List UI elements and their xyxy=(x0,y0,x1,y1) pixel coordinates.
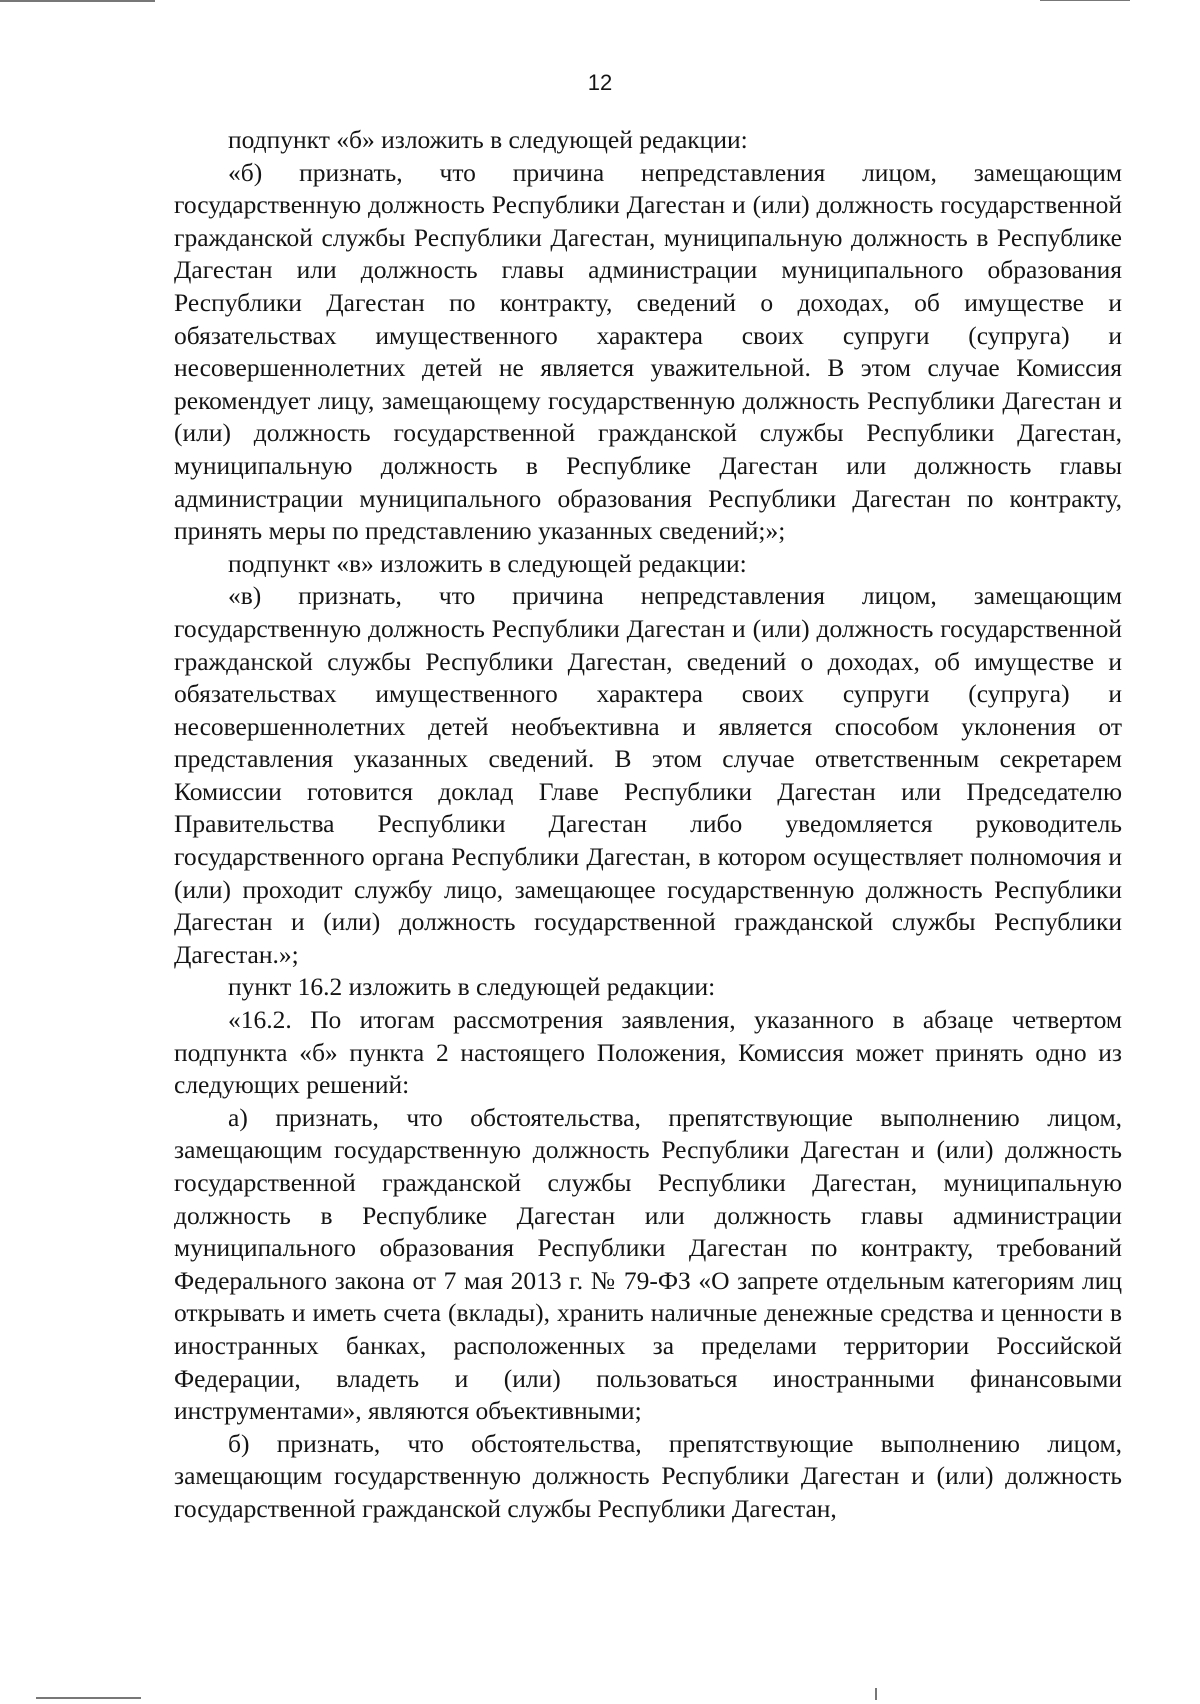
scan-edge-mark-top xyxy=(0,0,155,2)
scan-edge-mark-top-right xyxy=(1040,0,1130,1)
scan-edge-mark-bottom-tick xyxy=(875,1688,877,1700)
paragraph-decision-b: б) признать, что обстоятельства, препятствующие выполнению лицом, замещающим государственную должность Республики Дагестан и (или) должность государственной гражданской службы Республики Дагестан, xyxy=(174,1428,1122,1523)
paragraph-subpoint-b-intro: подпункт «б» изложить в следующей редакции: xyxy=(228,125,748,154)
paragraph-point-16-2-intro: пункт 16.2 изложить в следующей редакции: xyxy=(228,972,716,1002)
paragraph-point-16-2-text: «16.2. По итогам рассмотрения заявления, указанного в абзаце четвертом подпункта «б» пункта 2 настоящего Положения, Комиссия может принять одно из следующих решений: xyxy=(174,1005,1122,1100)
paragraph-subpoint-v-intro: подпункт «в» изложить в следующей редакции: xyxy=(228,548,747,578)
scan-edge-mark-bottom xyxy=(36,1697,141,1699)
page-number: 12 xyxy=(587,70,613,95)
paragraph-decision-a: а) признать, что обстоятельства, препятствующие выполнению лицом, замещающим государственную должность Республики Дагестан и (или) должность государственной гражданской службы Республики Дагестан, муниципальную должность в Республике Дагестан или должность главы администрации муниципального образования Республики Дагестан по контракту, требований Федерального закона от 7 мая 2013 г. № 79-ФЗ «О запрете отдельным категориям лиц открывать и иметь счета (вклады), хранить наличные денежные средства и ценности в иностранных банках, расположенных за пределами территории Российской Федерации, владеть и (или) пользоваться иностранными финансовыми инструментами», являются объективными; xyxy=(174,1102,1122,1426)
document-body xyxy=(174,124,1122,1526)
paragraph-subpoint-v-text: «в) признать, что причина непредставления лицом, замещающим государственную должность Республики Дагестан и (или) должность государственной гражданской службы Республики Дагестан, сведений о доходах, об имуществе и обязательствах имущественного характера своих супруги (супруга) и несовершеннолетних детей необъективна и является способом уклонения от представления указанных сведений. В этом случае ответственным секретарем Комиссии готовится доклад Главе Республики Дагестан или Председателю Правительства Республики Дагестан либо уведомляется руководитель государственного органа Республики Дагестан, в котором осуществляет полномочия и (или) проходит службу лицо, замещающее государственную должность Республики Дагестан и (или) должность государственной гражданской службы Республики Дагестан.»; xyxy=(174,581,1122,969)
paragraph-subpoint-b-text: «б) признать, что причина непредставления лицом, замещающим государственную должность Республики Дагестан и (или) должность государственной гражданской службы Республики Дагестан, муниципальную должность в Республике Дагестан или должность главы администрации муниципального образования Республики Дагестан по контракту, сведений о доходах, об имуществе и обязательствах имущественного характера своих супруги (супруга) и несовершеннолетних детей не является уважительной. В этом случае Комиссия рекомендует лицу, замещающему государственную должность Республики Дагестан и (или) должность государственной гражданской службы Республики Дагестан, муниципальную должность в Республике Дагестан или должность главы администрации муниципального образования Республики Дагестан по контракту, принять меры по представлению указанных сведений;»; xyxy=(174,157,1122,546)
